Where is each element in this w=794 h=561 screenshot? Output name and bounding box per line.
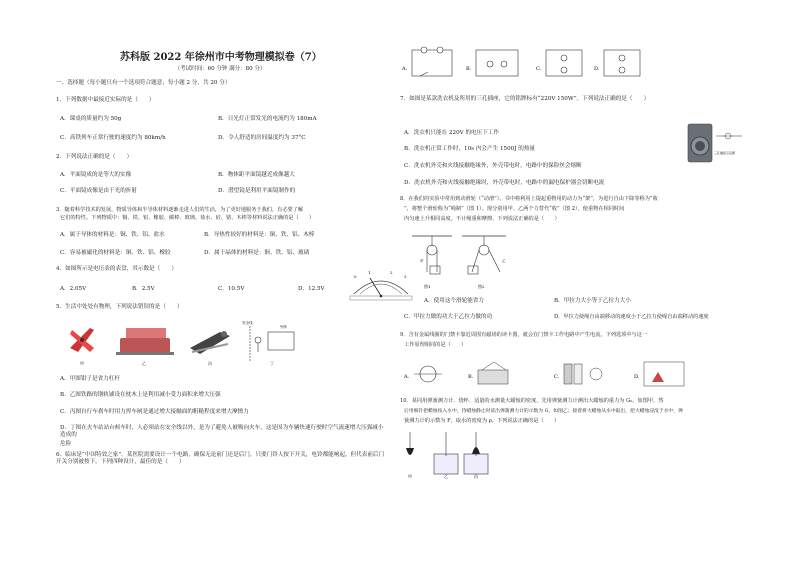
q8-line2: ”，将整个滑轮称为“绳制”（图 1）。现分别用甲、乙两个力替代“收”（图 2），使重物在相同时间 [404,206,625,212]
q10-line3: 簧测力计的示数为 F，取水的密度为 ρ。下列说法正确的是（ ） [404,418,560,424]
q8-option-a: A．使用这个滑轮能省力 [424,298,484,304]
fig-label: 乙 [444,474,448,479]
q3-stem-line2: 它们的特性。下列物质中：铜、铁、铝、橡胶、碳棒、玻璃、盐水、硅、锗、木棒等材料说法正确的是（ ） [60,215,315,221]
q6-circuit-options [400,44,650,84]
figure-c [564,364,602,384]
option-label: B. [468,374,474,380]
circuit-c [546,50,582,76]
voltmeter-figure [348,266,414,302]
option-label: A. [404,374,410,380]
rail-figure [116,328,174,355]
q10-line2: 后用细针把蜡烛按入水中，待蜡烛静止时读出弹簧测力计的示数为 G，如图乙；接着将大蜡烛从水中取出，把大蜡烛浸没于水中，弹 [404,409,683,414]
q7-option-b: B．洗衣机正常工作时，10s 内会产生 1500J 的热量 [404,146,536,152]
option-label: C. [554,374,560,380]
section-heading: 一、选择题（每小题只有一个选项符合题意；每小题 2 分，共 20 分） [56,80,231,86]
q5-option-d: D．丁图在火车站站台候车时，人必须站在安全线以外，是为了避免人被吸向火车，这是因为车辆快速行驶时空气流速增大压强减小造成的 [60,425,384,438]
circuit-b [476,50,518,76]
jia-label: 甲 [420,259,424,263]
bike-brake-figure [190,331,230,354]
q3-option-d: D．属于晶体的材料是：铜、铁、铝、玻璃 [204,250,310,256]
q1-option-c: C．高铁列车正常行驶的速度约为 80km/h [60,135,166,141]
gauge-tick: 2 [390,270,393,275]
q8-option-b: B．甲拉力大小等于乙拉力大小 [554,298,631,304]
q8-option-c: C．甲拉力做的功大于乙拉力做的功 [404,314,493,320]
q9-line2: 工作原理相同的是（ ） [404,342,467,348]
q2-option-a: A．平面镜成的是等大的实像 [60,172,132,178]
q7-stem: 7．如图是某款洗衣机及所用的三孔插座，它的铭牌标有“220V 150W”。下列说法正确的是（ ） [400,96,650,102]
q8-line1: 8．在我们的实验中常用到动滑轮（“动滑”）。书中将利用上提起重物用的动力为“架”，为进行自由下降等称为“收 [400,196,658,202]
q4-option-c: C．10.5V [218,286,245,292]
q1-option-b: B．日光灯正常发光的电流约为 180mA [218,116,317,122]
figure-a [414,366,442,382]
circuit-a [412,47,452,76]
fig-label: 丙 [474,474,478,479]
gauge-tick: 0 [354,274,357,279]
q2-option-c: C．平面镜成像是由于光的折射 [60,188,137,194]
q5-option-a: A．甲图钳子是省力杠杆 [60,376,120,382]
train-platform-figure [242,320,294,362]
q5-option-b: B．乙图铁路的钢轨铺设在枕木上是利用减小受力面积来增大压强 [60,392,221,398]
figure-b [478,362,508,384]
option-label: C. [536,66,542,72]
fig-label: 甲 [80,361,84,366]
fig-label: 丁 [270,361,274,366]
q9-line1: 9．含有金属线圈的门禁卡靠近周围有磁场的读卡器，就会在门禁卡工作电路中产生电流，下列选项中与这一 [400,332,648,338]
q9-figures [404,356,704,392]
q3-option-b: B．导热性较好的材料是：铜、铁、铝、木棒 [204,232,315,238]
fig-label: 甲 [408,474,412,479]
pulley-figures [408,232,518,292]
q7-option-a: A．洗衣机只能在 220V 的电压下工作 [404,130,500,136]
q5-option-c: C．丙图自行车刹车时用力捏车闸是通过增大接触面的粗糙程度来增大摩擦力 [60,409,249,415]
q8-line3: 内匀速上升相同高度。不计绳重和摩擦，下列说法正确的是（ ） [404,216,560,222]
q1-stem: 1．下列数据中最接近实际的是（ ） [56,97,155,103]
option-label: D. [594,66,600,72]
fig2-label: 图2 [478,284,485,289]
candle-figures [400,430,510,480]
gauge-tick: 3 [404,274,407,279]
q1-option-a: A．课桌的质量约为 50g [60,116,122,122]
q7-option-d: D．洗衣机外壳和火线接触绝缘时，外壳带电时，电路中的漏电保护器会切断电流 [404,180,605,186]
q2-option-d: D．潜望镜是利用平面镜制作的 [218,188,296,194]
q7-option-c: C．洗衣机外壳和火线接触绝缘外，外壳带电时，电路中的保险丝会熔断 [404,163,582,169]
q3-option-a: A．属于导体的材料是：铜、铁、铝、盐水 [60,232,165,238]
socket-caption: 三孔插座示意图 [714,151,736,155]
q5-stem: 5．生活中处处有物理，下列说法错误的是（ ） [56,304,183,310]
q10-line1: 10．某同用弹簧测力计、烧杯、适量的水测量大蜡烛的密度，先用弹簧测力计测出大蜡烛的重力为 G₀，如图甲，然 [400,398,664,404]
q3-stem-line1: 3．随着科学技术的发展，物质导体和半导体材料逐渐走进人们的生活，为了更好地服务于我们，有必要了解 [56,207,304,213]
exam-subtitle: （考试时间：60 分钟 满分：80 分） [174,66,266,72]
q2-stem: 2．下列说法正确的是（ ） [56,154,133,160]
q8-option-d: D．甲拉力使绳自由端移动的速度小于乙拉力使绳自由端移动的速度 [554,314,709,320]
q4-stem: 4．如图所示是电压表的表盘，其示数是（ ） [56,266,178,272]
washing-machine-figure [686,122,746,166]
q4-option-b: B．2.5V [132,286,155,292]
fig-label: 丙 [208,361,212,366]
q5-option-d-tail: 危险 [60,441,72,447]
figure-d [644,362,684,386]
pliers-figure [70,328,94,352]
option-label: D. [634,374,640,380]
q6-stem: 6．临床是“中国特效之家”。某医院需要设计一个电路，确保无论前门还是后门，只要门铃人按下开关，电铃都能响起，但代表前后门开关分别被按下。下列四种设计，最佳的是（ ） [56,452,385,465]
q5-figures [60,318,300,368]
q2-option-b: B．物体距平面镜越近成像越大 [218,172,295,178]
page-title: 苏科版 2022 年徐州市中考物理模拟卷（7） [120,52,322,63]
fig-label: 乙 [142,361,146,366]
q1-option-d: D．令人舒适的房间温度约为 37°C [218,135,306,141]
option-label: B. [466,66,472,72]
q4-option-a: A．2.05V [60,286,87,292]
q4-option-d: D．12.5V [298,286,325,292]
yi-label: 乙 [502,259,506,263]
q3-option-c: C．容易被磁化的材料是：铜、铁、铝、橡胶 [60,250,171,256]
safety-line-label: 安全线 [242,321,253,325]
circuit-d [604,50,640,76]
train-label: 列车 [280,325,288,329]
gauge-tick: 1 [368,270,371,275]
option-label: A. [402,66,408,72]
fig1-label: 图1 [424,284,431,289]
